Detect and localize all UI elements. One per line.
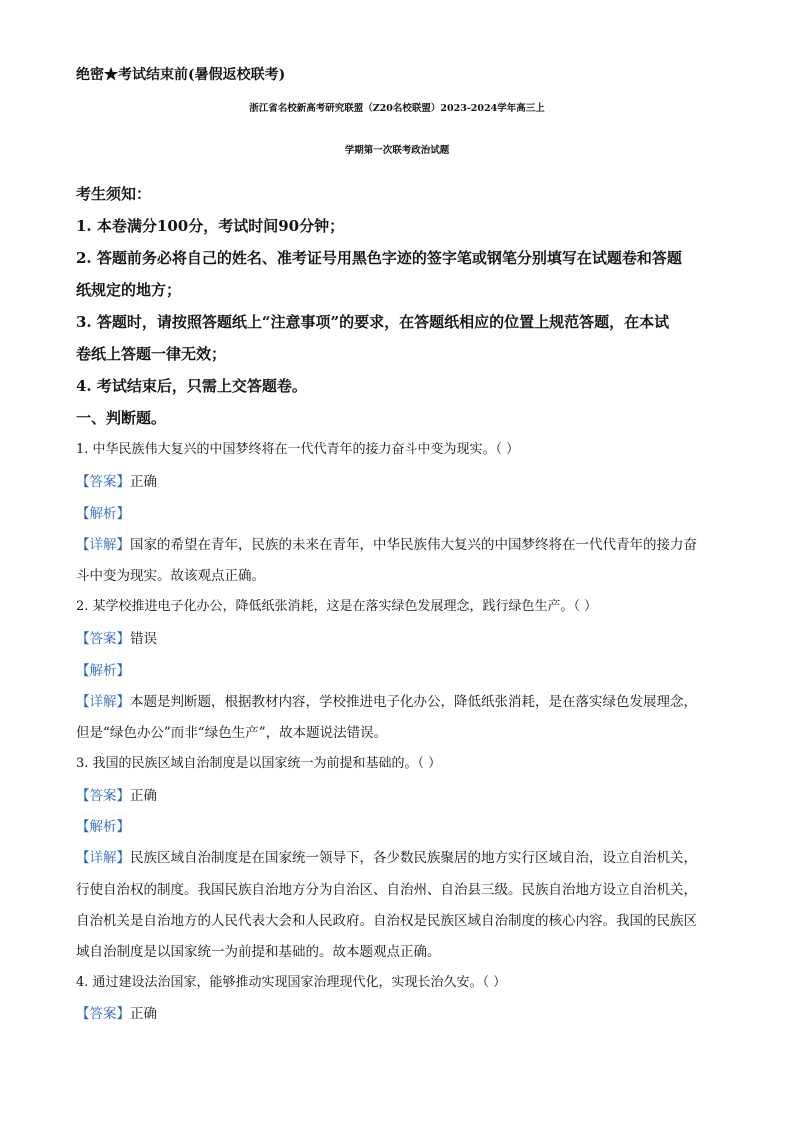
confidential-mark: 绝密★考试结束前(暑假返校联考) <box>76 67 286 83</box>
detail-line: 【详解】国家的希望在青年，民族的未来在青年，中华民族伟大复兴的中国梦终将在一代代青年的接力奋 <box>76 537 697 553</box>
answer-row <box>76 627 157 647</box>
exam-title-line1: 浙江省名校新高考研究联盟（Z20名校联盟）2023-2024学年高三上 <box>249 103 545 114</box>
section-title: 一、判断题。 <box>76 409 167 427</box>
answer-value: 正确 <box>130 1006 157 1022</box>
notice-item: 1. 本卷满分100分，考试时间90分钟； <box>76 217 345 235</box>
question-stem: 2. 某学校推进电子化办公，降低纸张消耗，这是在落实绿色发展理念，践行绿色生产。（ ） <box>76 599 598 614</box>
detail-line: 域自治制度是以国家统一为前提和基础的。故本题观点正确。 <box>76 944 441 960</box>
question-stem: 4. 通过建设法治国家，能够推动实现国家治理现代化，实现长治久安。（ ） <box>76 975 507 990</box>
analysis-label: 【解析】 <box>76 506 130 522</box>
detail-line: 斗中变为现实。故该观点正确。 <box>76 568 265 584</box>
exam-title-line2: 学期第一次联考政治试题 <box>344 145 450 156</box>
analysis-label: 【解析】 <box>76 663 130 679</box>
question-stem: 1. 中华民族伟大复兴的中国梦终将在一代代青年的接力奋斗中变为现实。（ ） <box>76 442 520 457</box>
answer-row <box>76 784 157 804</box>
notice-heading: 考生须知： <box>76 185 152 203</box>
notice-item: 2. 答题前务必将自己的姓名、准考证号用黑色字迹的签字笔或钢笔分别填写在试题卷和答题 <box>76 249 682 267</box>
detail-line: 行使自治权的制度。我国民族自治地方分为自治区、自治州、自治县三级。民族自治地方设立自治机关， <box>76 882 697 898</box>
answer-value: 正确 <box>130 474 157 490</box>
answer-label: 【答案】 <box>76 631 130 647</box>
notice-item: 卷纸上答题一律无效； <box>76 345 227 363</box>
detail-line: 但是“绿色办公”而非“绿色生产”，故本题说法错误。 <box>76 725 388 741</box>
detail-line: 【详解】民族区域自治制度是在国家统一领导下，各少数民族聚居的地方实行区域自治，设立自治机关， <box>76 850 697 866</box>
detail-label: 【详解】 <box>76 850 130 866</box>
detail-label: 【详解】 <box>76 537 130 553</box>
notice-item: 4. 考试结束后，只需上交答题卷。 <box>76 377 307 395</box>
question-stem: 3. 我国的民族区域自治制度是以国家统一为前提和基础的。（ ） <box>76 756 442 771</box>
answer-row <box>76 470 157 490</box>
notice-item: 3. 答题时，请按照答题纸上“注意事项”的要求，在答题纸相应的位置上规范答题，在本试 <box>76 313 670 331</box>
detail-line: 自治机关是自治地方的人民代表大会和人民政府。自治权是民族区域自治制度的核心内容。我国的民族区 <box>76 913 697 929</box>
answer-label: 【答案】 <box>76 788 130 804</box>
answer-label: 【答案】 <box>76 474 130 490</box>
detail-line: 【详解】本题是判断题，根据教材内容，学校推进电子化办公，降低纸张消耗，是在落实绿色发展理念， <box>76 694 697 710</box>
answer-label: 【答案】 <box>76 1006 130 1022</box>
detail-label: 【详解】 <box>76 694 130 710</box>
answer-value: 正确 <box>130 788 157 804</box>
analysis-label: 【解析】 <box>76 819 130 835</box>
answer-row <box>76 1002 157 1022</box>
answer-value: 错误 <box>130 631 157 647</box>
notice-item: 纸规定的地方； <box>76 281 182 299</box>
